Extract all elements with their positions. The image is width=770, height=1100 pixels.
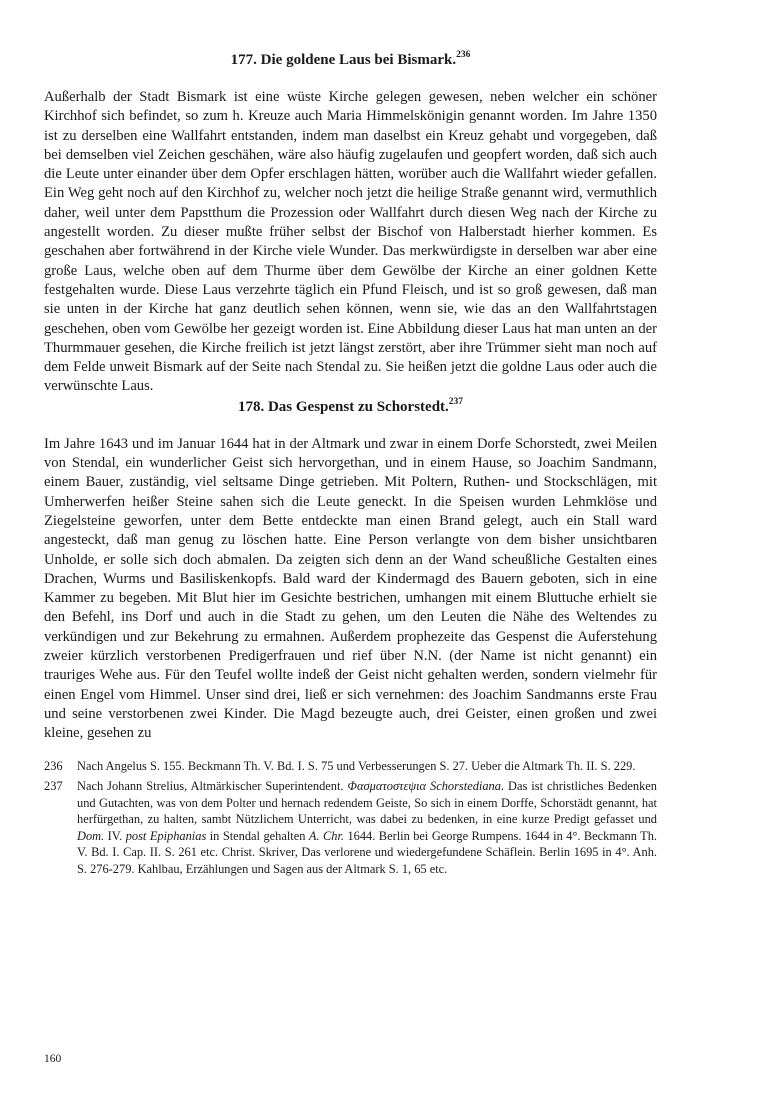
footnote-ref-237[interactable]: 237 [448, 396, 464, 407]
page-number: 160 [44, 1053, 62, 1065]
footnote-number: 236 [44, 758, 63, 773]
footnote-italic-epiphanias: post Epiphanias [125, 828, 207, 843]
footnote-text-part: 1644. Berlin bei George Rumpens. 1644 in 4°. Beckmann Th. V. Bd. I. Cap. II. S. 261 etc. Christ. Skriver, Das verlorene und wiedergefundene Schäflein. Berlin 1695 in 4°. Anh. S. 276-279. Kahlbau, Erzählungen und Sagen aus der Altmark S. 1, 65 etc. [77, 828, 658, 877]
story-text-178: Im Jahre 1643 und im Januar 1644 hat in der Altmark und zwar in einem Dorfe Schorstedt, zwei Meilen von Stendal, ein wunderlicher Geist sich hervorgethan, und in einem Hause, so Joachim Sandmann, einem Bauer, zuständig, viel seltsame Dinge getrieben. Mit Poltern, Ruthen- und Stockschlägen, mit Umherwerfen heißer Steine sahen sich die Leute geneckt. In die Speisen wurden Lehmklöse und Ziegelsteine geworfen, unter dem Bette entdeckte man einen Brand gelegt, auch ein Stall ward angesteckt, daß man genug zu löschen hatte. Eine Person verlangte von dem bisher unsichtbaren Unholde, er solle sich doch abmalen. Da zeigten sich denn an der Wand scheußliche Gestalten eines Drachen, Wurms und Basiliskenkopfs. Bald ward der Kindermagd des Bauern geboten, sich in eine Kammer zu begeben. Mit Blut hier im Gesichte bestrichen, umhangen mit einem Bluttuche erhielt sie den Befehl, ins Dorf und auch in die Stadt zu gehen, um den Leuten die Nähe des Weltendes zu verkündigen und zur Bekehrung zu ermahnen. Außerdem prophezeite das Gespenst die Auferstehung zweier kürzlich verstorbenen Predigerfrauen und rief über N.N. (der Name ist nicht genannt) ein trauriges Wehe aus. Für den Teufel wollte indeß der Geist nicht gehalten werden, sondern vielmehr für einen Engel vom Himmel. Unser sind drei, ließ er sich vernehmen: des Joachim Sandmanns erste Frau und seine verstorbenen zwei Kinder. Die Magd bezeugte auch, drei Geister, einen großen und zwei kleine, gesehen zu [44, 435, 657, 742]
footnotes [44, 758, 657, 878]
footnote-ref-236[interactable]: 236 [456, 50, 471, 60]
story-text-177: Außerhalb der Stadt Bismark ist eine wüste Kirche gelegen gewesen, neben welcher ein schöner Kirchhof sich befindet, so zum h. Kreuze auch Maria Himmelskönigin genannt worden. Im Jahre 1350 ist zu derselben eine Wallfahrt entstanden, indem man daselbst ein Kreuz gehabt und vorgegeben, daß bei demselben viel Zeichen geschähen, wäre also häufig zugelaufen und geopfert worden, daß sich auch die Leute unter einander über dem Opfer erschlagen hätten, worüber auch die Wallfahrt wieder gefallen. Ein Weg geht noch auf den Kirchhof zu, welcher noch jetzt die heilige Straße genannt wird, vermuthlich daher, weil unter dem Papstthum die Prozession oder Wallfahrt durch diesen Weg nach der Kirche zu angestellt worden. Zu dieser mußte früher selbst der Bischof von Halberstadt hierher kommen. Es geschahen aber fortwährend in der Kirche viele Wunder. Das merkwürdigste in derselben war aber eine große Laus, welche oben auf dem Thurme über dem Gewölbe der Kirche an einer goldnen Kette festgehalten wurde. Diese Laus verzehrte täglich ein Pfund Fleisch, und ist so groß gewesen, daß man sie unten in der Kirche hat ganz deutlich sehen können, wenn sie, wie das an den Wallfahrtstagen geschehen, oben vom Gewölbe her gezeigt worden ist. Eine Abbildung dieser Laus hat man unten an der Thurmmauer gesehen, die Kirche freilich ist jetzt längst zerstört, aber ihre Trümmer sieht man noch auf dem Felde unweit Bismark auf der Seite nach Stendal zu. Sie heißen jetzt die goldne Laus oder auch die verwünschte Laus. [44, 89, 657, 395]
footnote-text-part: Nach Johann Strelius, Altmärkischer Superintendent. [77, 779, 348, 794]
footnote-italic-dom: Dom. [77, 828, 105, 843]
story-title-177 [44, 50, 657, 70]
story-title-text: 177. Die goldene Laus bei Bismark. [230, 52, 457, 68]
footnote-italic-achr: A. Chr. [308, 828, 345, 843]
story-title-text: 178. Das Gespenst zu Schorstedt. [237, 398, 449, 415]
page-content [44, 50, 657, 882]
footnote-number: 237 [44, 779, 63, 794]
footnote-text-part: . Das ist christliches Bedenken und Gutachten, was von dem Polter und hernach redendem Geiste, So sich in einem Dorffe, Schorstädt genannt, hat herfürgethan, zu halten, sambt Nützlichem Unterricht, was dabei zu bedenken, in eine kurze Predigt gefasset und [77, 779, 657, 827]
story-title-178 [44, 397, 657, 417]
footnote-text: Nach Angelus S. 155. Beckmann Th. V. Bd. I. S. 75 und Verbesserungen S. 27. Ueber die Altmark Th. II. S. 229. [77, 758, 636, 773]
footnote-text-part: IV. [104, 828, 126, 843]
footnote-237 [44, 778, 657, 878]
footnote-236 [44, 758, 657, 775]
footnote-text-part: in Stendal gehalten [206, 828, 309, 843]
footnote-text [77, 778, 657, 878]
footnote-title-greek: Φασματοστεψια Schorstediana [347, 779, 501, 794]
